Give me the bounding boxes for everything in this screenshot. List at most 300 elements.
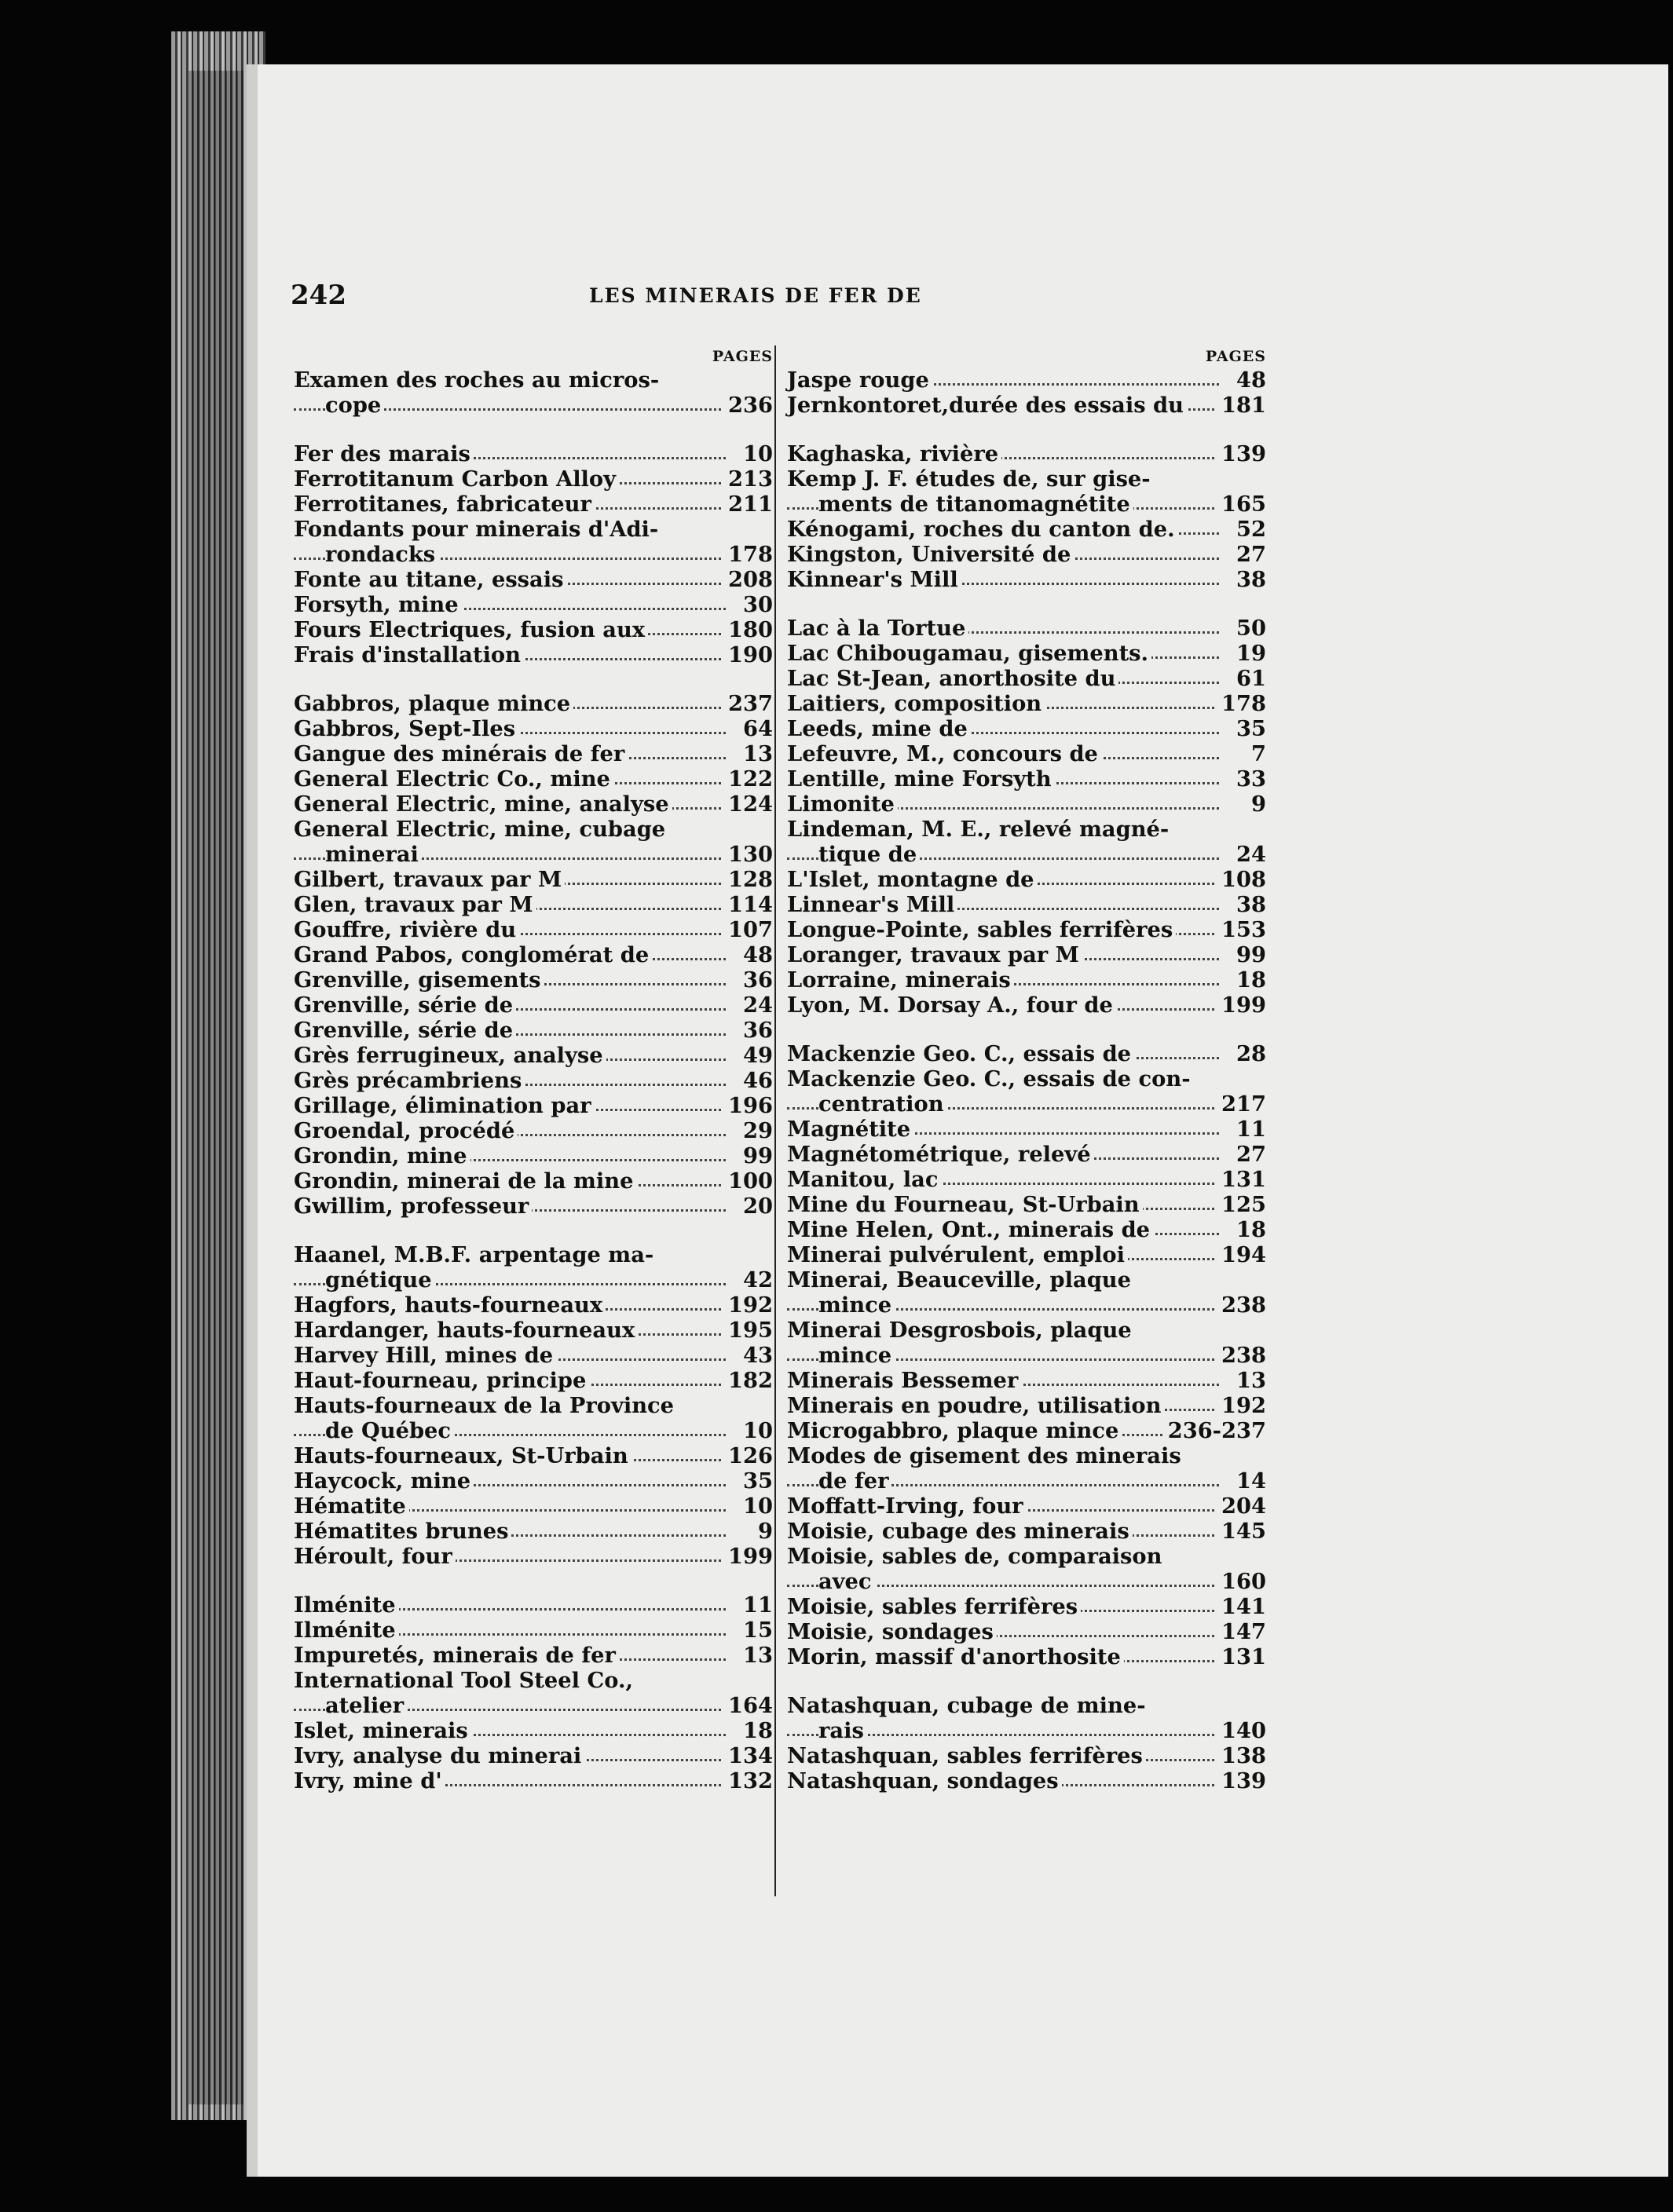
index-entry bbox=[787, 867, 1266, 892]
index-entry bbox=[294, 993, 773, 1018]
entry-page-number: 204 bbox=[1217, 1494, 1266, 1519]
entry-page-number: 238 bbox=[1217, 1292, 1266, 1318]
entry-page-number: 10 bbox=[738, 1494, 773, 1519]
entry-term: General Electric Co., mine bbox=[294, 766, 613, 792]
entry-term: Natashquan, sables ferrifères bbox=[787, 1743, 1146, 1768]
index-entry bbox=[787, 817, 1266, 842]
entry-term: Grenville, gisements bbox=[294, 967, 544, 993]
entry-page-number: 64 bbox=[738, 716, 773, 741]
entry-page-number: 27 bbox=[1232, 542, 1266, 567]
entry-term: mince bbox=[818, 1343, 895, 1368]
entry-page-number: 236-237 bbox=[1163, 1418, 1266, 1443]
index-entry bbox=[787, 1718, 1266, 1743]
entry-term: Gangue des minérais de fer bbox=[294, 741, 628, 766]
entry-term: Moisie, sables de, comparaison bbox=[787, 1544, 1165, 1569]
entry-page-number: 18 bbox=[1232, 1217, 1266, 1242]
index-entry bbox=[294, 1093, 773, 1118]
index-entry bbox=[787, 741, 1266, 766]
entry-page-number: 99 bbox=[1232, 942, 1266, 967]
entry-term: Moisie, sondages bbox=[787, 1619, 997, 1644]
index-entry bbox=[294, 1768, 773, 1793]
entry-page-number: 24 bbox=[738, 993, 773, 1018]
entry-term: Hauts-fourneaux de la Province bbox=[294, 1393, 677, 1418]
index-entry bbox=[787, 1267, 1266, 1292]
index-entry bbox=[787, 1167, 1266, 1192]
entry-page-number: 27 bbox=[1232, 1142, 1266, 1167]
entry-page-number: 52 bbox=[1232, 517, 1266, 542]
index-entry bbox=[787, 492, 1266, 517]
entry-page-number: 108 bbox=[1217, 867, 1266, 892]
entry-term: Hématite bbox=[294, 1494, 409, 1519]
entry-term: Natashquan, cubage de mine- bbox=[787, 1693, 1149, 1718]
entry-term: Glen, travaux par M bbox=[294, 892, 536, 917]
index-entry bbox=[787, 993, 1266, 1018]
index-entry bbox=[787, 666, 1266, 691]
index-entry bbox=[787, 1192, 1266, 1217]
entry-term: Leeds, mine de bbox=[787, 716, 971, 741]
entry-page-number: 128 bbox=[723, 867, 773, 892]
entry-term: Natashquan, sondages bbox=[787, 1768, 1062, 1793]
entry-term: rondacks bbox=[325, 542, 438, 567]
index-entry bbox=[787, 1569, 1266, 1594]
entry-term: Fours Electriques, fusion aux bbox=[294, 617, 648, 642]
entry-page-number: 145 bbox=[1217, 1519, 1266, 1544]
pages-label: PAGES bbox=[712, 348, 773, 365]
index-entry bbox=[294, 517, 773, 542]
entry-page-number: 178 bbox=[1217, 691, 1266, 716]
entry-term: L'Islet, montagne de bbox=[787, 867, 1038, 892]
index-entry bbox=[294, 1468, 773, 1494]
entry-term: Haycock, mine bbox=[294, 1468, 474, 1494]
index-entry bbox=[294, 1168, 773, 1194]
group-spacer bbox=[294, 1219, 773, 1242]
entry-term: Frais d'installation bbox=[294, 642, 524, 667]
index-entry bbox=[787, 942, 1266, 967]
entry-term: Moisie, sables ferrifères bbox=[787, 1594, 1081, 1619]
index-entry bbox=[787, 1644, 1266, 1669]
entry-term: Lindeman, M. E., relevé magné- bbox=[787, 817, 1172, 842]
index-entry bbox=[294, 1643, 773, 1668]
entry-term: rais bbox=[818, 1718, 867, 1743]
group-spacer bbox=[787, 418, 1266, 441]
entry-page-number: 125 bbox=[1217, 1192, 1266, 1217]
index-entry bbox=[294, 1693, 773, 1718]
entry-term: Fonte au titane, essais bbox=[294, 567, 566, 592]
index-entry bbox=[294, 441, 773, 466]
index-entry bbox=[294, 1494, 773, 1519]
index-entry bbox=[294, 367, 773, 393]
index-entry bbox=[787, 892, 1266, 917]
entry-term: Minerais Bessemer bbox=[787, 1368, 1021, 1393]
entry-term: Gouffre, rivière du bbox=[294, 917, 519, 942]
entry-term: Hagfors, hauts-fourneaux bbox=[294, 1292, 606, 1318]
index-entry bbox=[787, 842, 1266, 867]
index-entry bbox=[294, 1519, 773, 1544]
entry-page-number: 29 bbox=[738, 1118, 773, 1143]
entry-term: Modes de gisement des minerais bbox=[787, 1443, 1184, 1468]
entry-page-number: 9 bbox=[1247, 792, 1266, 817]
entry-page-number: 11 bbox=[1232, 1117, 1266, 1142]
entry-page-number: 33 bbox=[1232, 766, 1266, 792]
entry-page-number: 11 bbox=[738, 1592, 773, 1618]
entry-page-number: 13 bbox=[1232, 1368, 1266, 1393]
entry-page-number: 107 bbox=[723, 917, 773, 942]
entry-page-number: 217 bbox=[1217, 1091, 1266, 1117]
index-entry bbox=[294, 466, 773, 492]
index-entry bbox=[294, 1544, 773, 1569]
entry-term: Magnétométrique, relevé bbox=[787, 1142, 1094, 1167]
entry-term: Impuretés, minerais de fer bbox=[294, 1643, 619, 1668]
entry-page-number: 114 bbox=[723, 892, 773, 917]
entry-term: Grenville, série de bbox=[294, 993, 516, 1018]
entry-term: Limonite bbox=[787, 792, 898, 817]
entry-page-number: 138 bbox=[1217, 1743, 1266, 1768]
group-spacer bbox=[294, 667, 773, 691]
index-entry bbox=[294, 817, 773, 842]
entry-term: Grès précambriens bbox=[294, 1068, 525, 1093]
entry-term: Hardanger, hauts-fourneaux bbox=[294, 1318, 638, 1343]
entry-term: Grand Pabos, conglomérat de bbox=[294, 942, 652, 967]
entry-page-number: 9 bbox=[753, 1519, 773, 1544]
index-entry bbox=[787, 1468, 1266, 1494]
entry-page-number: 134 bbox=[723, 1743, 773, 1768]
entry-page-number: 153 bbox=[1217, 917, 1266, 942]
index-entry bbox=[787, 967, 1266, 993]
entry-page-number: 199 bbox=[1217, 993, 1266, 1018]
index-entry bbox=[787, 1142, 1266, 1167]
group-spacer bbox=[787, 1669, 1266, 1693]
index-entry bbox=[294, 542, 773, 567]
entry-page-number: 165 bbox=[1217, 492, 1266, 517]
entry-term: cope bbox=[325, 393, 384, 418]
entry-page-number: 48 bbox=[738, 942, 773, 967]
entry-page-number: 20 bbox=[738, 1194, 773, 1219]
entry-page-number: 38 bbox=[1232, 567, 1266, 592]
page-edges-shadow bbox=[189, 71, 243, 2104]
entry-term: Linnear's Mill bbox=[787, 892, 957, 917]
entry-page-number: 182 bbox=[723, 1368, 773, 1393]
entry-term: tique de bbox=[818, 842, 920, 867]
entry-term: atelier bbox=[325, 1693, 407, 1718]
index-entry bbox=[294, 567, 773, 592]
entry-page-number: 18 bbox=[1232, 967, 1266, 993]
entry-page-number: 147 bbox=[1217, 1619, 1266, 1644]
entry-term: Fer des marais bbox=[294, 441, 474, 466]
index-entry bbox=[787, 766, 1266, 792]
entry-page-number: 15 bbox=[738, 1618, 773, 1643]
index-entry bbox=[294, 1393, 773, 1418]
index-entry bbox=[787, 1041, 1266, 1066]
index-entry bbox=[787, 1217, 1266, 1242]
index-entry bbox=[294, 1368, 773, 1393]
entry-term: Fondants pour minerais d'Adi- bbox=[294, 517, 661, 542]
entry-term: Haut-fourneau, principe bbox=[294, 1368, 589, 1393]
entry-page-number: 50 bbox=[1232, 616, 1266, 641]
index-entry bbox=[787, 1544, 1266, 1569]
index-entry bbox=[787, 1091, 1266, 1117]
entry-term: Ilménite bbox=[294, 1592, 399, 1618]
entry-term: Lentille, mine Forsyth bbox=[787, 766, 1055, 792]
entry-page-number: 30 bbox=[738, 592, 773, 617]
index-entry bbox=[294, 967, 773, 993]
entry-page-number: 122 bbox=[723, 766, 773, 792]
entry-page-number: 7 bbox=[1247, 741, 1266, 766]
entry-page-number: 236 bbox=[723, 393, 773, 418]
entry-term: Mackenzie Geo. C., essais de bbox=[787, 1041, 1134, 1066]
index-entry bbox=[294, 716, 773, 741]
entry-page-number: 126 bbox=[723, 1443, 773, 1468]
index-entry bbox=[294, 1267, 773, 1292]
index-entry bbox=[787, 1693, 1266, 1718]
entry-page-number: 141 bbox=[1217, 1594, 1266, 1619]
entry-term: Ivry, analyse du minerai bbox=[294, 1743, 584, 1768]
entry-term: Loranger, travaux par M bbox=[787, 942, 1082, 967]
index-entry bbox=[294, 1743, 773, 1768]
index-entry bbox=[294, 1068, 773, 1093]
entry-page-number: 13 bbox=[738, 741, 773, 766]
entry-term: minerai bbox=[325, 842, 422, 867]
entry-page-number: 131 bbox=[1217, 1167, 1266, 1192]
group-spacer bbox=[787, 1018, 1266, 1041]
entry-page-number: 42 bbox=[738, 1267, 773, 1292]
entry-term: Harvey Hill, mines de bbox=[294, 1343, 556, 1368]
entry-term: Gilbert, travaux par M bbox=[294, 867, 565, 892]
entry-term: Haanel, M.B.F. arpentage ma- bbox=[294, 1242, 657, 1267]
index-entry bbox=[787, 716, 1266, 741]
running-title: LES MINERAIS DE FER DE bbox=[589, 284, 922, 307]
entry-term: Minerais en poudre, utilisation bbox=[787, 1393, 1164, 1418]
entry-term: Lefeuvre, M., concours de bbox=[787, 741, 1101, 766]
entry-term: Grès ferrugineux, analyse bbox=[294, 1043, 606, 1068]
entry-page-number: 61 bbox=[1232, 666, 1266, 691]
entry-page-number: 194 bbox=[1217, 1242, 1266, 1267]
index-entry bbox=[294, 642, 773, 667]
entry-term: Ilménite bbox=[294, 1618, 399, 1643]
entry-page-number: 46 bbox=[738, 1068, 773, 1093]
index-column-left bbox=[294, 346, 773, 1793]
entry-term: Jaspe rouge bbox=[787, 367, 932, 393]
entry-term: centration bbox=[818, 1091, 947, 1117]
entry-page-number: 99 bbox=[738, 1143, 773, 1168]
entry-term: Gabbros, Sept-Iles bbox=[294, 716, 518, 741]
index-entry bbox=[787, 792, 1266, 817]
entry-page-number: 237 bbox=[723, 691, 773, 716]
entry-term: mince bbox=[818, 1292, 895, 1318]
entry-term: Manitou, lac bbox=[787, 1167, 941, 1192]
pages-label: PAGES bbox=[1205, 348, 1266, 365]
entry-term: Lyon, M. Dorsay A., four de bbox=[787, 993, 1116, 1018]
entry-term: Kaghaska, rivière bbox=[787, 441, 1001, 466]
entry-term: de fer bbox=[818, 1468, 891, 1494]
entry-term: Ferrotitanes, fabricateur bbox=[294, 492, 595, 517]
page-header bbox=[291, 280, 1484, 319]
entry-page-number: 160 bbox=[1217, 1569, 1266, 1594]
index-entry bbox=[787, 1318, 1266, 1343]
entry-page-number: 195 bbox=[723, 1318, 773, 1343]
index-entry bbox=[787, 641, 1266, 666]
entry-term: Héroult, four bbox=[294, 1544, 456, 1569]
entry-term: Minerai Desgrosbois, plaque bbox=[787, 1318, 1135, 1343]
entry-page-number: 43 bbox=[738, 1343, 773, 1368]
entry-page-number: 35 bbox=[1232, 716, 1266, 741]
entry-page-number: 199 bbox=[723, 1544, 773, 1569]
entry-term: Gabbros, plaque mince bbox=[294, 691, 573, 716]
entry-term: Lac St-Jean, anorthosite du bbox=[787, 666, 1118, 691]
index-entry bbox=[294, 1618, 773, 1643]
entry-term: gnétique bbox=[325, 1267, 435, 1292]
group-spacer bbox=[294, 1569, 773, 1592]
entry-page-number: 18 bbox=[738, 1718, 773, 1743]
entry-term: Mine du Fourneau, St-Urbain bbox=[787, 1192, 1143, 1217]
entry-term: Lac Chibougamau, gisements. bbox=[787, 641, 1151, 666]
entry-term: Lac à la Tortue bbox=[787, 616, 968, 641]
index-entry bbox=[787, 1768, 1266, 1793]
index-entry bbox=[787, 441, 1266, 466]
entry-term: avec bbox=[818, 1569, 875, 1594]
entry-term: Jernkontoret,durée des essais du bbox=[787, 393, 1187, 418]
entry-term: Lorraine, minerais bbox=[787, 967, 1014, 993]
index-column-right bbox=[787, 346, 1266, 1793]
entry-page-number: 180 bbox=[723, 617, 773, 642]
entry-page-number: 196 bbox=[723, 1093, 773, 1118]
entry-page-number: 131 bbox=[1217, 1644, 1266, 1669]
index-entry bbox=[294, 1194, 773, 1219]
index-entry bbox=[294, 1118, 773, 1143]
index-entry bbox=[294, 867, 773, 892]
index-entry bbox=[294, 1443, 773, 1468]
entry-page-number: 35 bbox=[738, 1468, 773, 1494]
index-entry bbox=[787, 542, 1266, 567]
entry-page-number: 139 bbox=[1217, 1768, 1266, 1793]
index-entry bbox=[787, 1418, 1266, 1443]
index-entry bbox=[294, 1292, 773, 1318]
entry-term: Examen des roches au micros- bbox=[294, 367, 662, 393]
index-entry bbox=[294, 1242, 773, 1267]
entry-term: Grondin, mine bbox=[294, 1143, 470, 1168]
entry-term: Magnétite bbox=[787, 1117, 913, 1142]
entry-page-number: 124 bbox=[723, 792, 773, 817]
index-entry bbox=[787, 393, 1266, 418]
entry-term: de Québec bbox=[325, 1418, 454, 1443]
entry-term: Gwillim, professeur bbox=[294, 1194, 532, 1219]
index-entry bbox=[294, 766, 773, 792]
group-spacer bbox=[787, 592, 1266, 616]
entry-term: Hauts-fourneaux, St-Urbain bbox=[294, 1443, 631, 1468]
entry-page-number: 139 bbox=[1217, 441, 1266, 466]
entry-term: General Electric, mine, analyse bbox=[294, 792, 672, 817]
index-entry bbox=[787, 917, 1266, 942]
entry-term: Laitiers, composition bbox=[787, 691, 1045, 716]
entry-term: Microgabbro, plaque mince bbox=[787, 1418, 1122, 1443]
index-entry bbox=[787, 1368, 1266, 1393]
index-entry bbox=[294, 1043, 773, 1068]
index-entry bbox=[294, 1592, 773, 1618]
index-entry bbox=[787, 616, 1266, 641]
entry-term: ments de titanomagnétite bbox=[818, 492, 1133, 517]
entry-page-number: 140 bbox=[1217, 1718, 1266, 1743]
entry-page-number: 10 bbox=[738, 441, 773, 466]
index-entry bbox=[294, 592, 773, 617]
entry-term: Groendal, procédé bbox=[294, 1118, 518, 1143]
index-entry bbox=[294, 617, 773, 642]
index-entry bbox=[787, 1066, 1266, 1091]
entry-page-number: 24 bbox=[1232, 842, 1266, 867]
index-entry bbox=[294, 1143, 773, 1168]
index-entry bbox=[787, 1393, 1266, 1418]
entry-page-number: 178 bbox=[723, 542, 773, 567]
entry-term: Morin, massif d'anorthosite bbox=[787, 1644, 1124, 1669]
entry-page-number: 190 bbox=[723, 642, 773, 667]
entry-page-number: 36 bbox=[738, 1018, 773, 1043]
entry-page-number: 49 bbox=[738, 1043, 773, 1068]
entry-term: Forsyth, mine bbox=[294, 592, 462, 617]
entry-page-number: 36 bbox=[738, 967, 773, 993]
entry-term: Ferrotitanum Carbon Alloy bbox=[294, 466, 619, 492]
index-entry bbox=[787, 567, 1266, 592]
entry-term: International Tool Steel Co., bbox=[294, 1668, 636, 1693]
entry-term: Moffatt-Irving, four bbox=[787, 1494, 1027, 1519]
index-entry bbox=[294, 942, 773, 967]
entry-page-number: 38 bbox=[1232, 892, 1266, 917]
index-entry bbox=[787, 367, 1266, 393]
entry-page-number: 100 bbox=[723, 1168, 773, 1194]
entry-page-number: 192 bbox=[723, 1292, 773, 1318]
index-entry bbox=[294, 892, 773, 917]
index-entry bbox=[787, 1343, 1266, 1368]
index-entry bbox=[294, 1343, 773, 1368]
entry-page-number: 130 bbox=[723, 842, 773, 867]
entry-page-number: 213 bbox=[723, 466, 773, 492]
entry-page-number: 238 bbox=[1217, 1343, 1266, 1368]
entry-page-number: 48 bbox=[1232, 367, 1266, 393]
entry-page-number: 192 bbox=[1217, 1393, 1266, 1418]
entry-term: Ivry, mine d' bbox=[294, 1768, 445, 1793]
index-entry bbox=[294, 842, 773, 867]
index-entry bbox=[787, 1117, 1266, 1142]
index-entry bbox=[294, 492, 773, 517]
entry-term: Mackenzie Geo. C., essais de con- bbox=[787, 1066, 1194, 1091]
index-entry bbox=[294, 741, 773, 766]
entry-term: Kingston, Université de bbox=[787, 542, 1074, 567]
index-entry bbox=[787, 1292, 1266, 1318]
index-entry bbox=[787, 1494, 1266, 1519]
entry-term: Moisie, cubage des minerais bbox=[787, 1519, 1133, 1544]
entry-term: Kénogami, roches du canton de. bbox=[787, 517, 1178, 542]
entry-page-number: 208 bbox=[723, 567, 773, 592]
entry-page-number: 181 bbox=[1217, 393, 1266, 418]
index-entry bbox=[787, 1242, 1266, 1267]
page-number: 242 bbox=[291, 280, 346, 311]
column-divider bbox=[774, 346, 776, 1896]
index-entry bbox=[787, 691, 1266, 716]
index-entry bbox=[294, 691, 773, 716]
group-spacer bbox=[294, 418, 773, 441]
entry-term: Minerai, Beauceville, plaque bbox=[787, 1267, 1134, 1292]
entry-term: Grondin, minerai de la mine bbox=[294, 1168, 636, 1194]
index-entry bbox=[294, 1318, 773, 1343]
index-entry bbox=[294, 1018, 773, 1043]
entry-term: Grillage, élimination par bbox=[294, 1093, 595, 1118]
index-entry bbox=[787, 1743, 1266, 1768]
index-entry bbox=[787, 1594, 1266, 1619]
entry-term: Longue-Pointe, sables ferrifères bbox=[787, 917, 1176, 942]
entry-term: Mine Helen, Ont., minerais de bbox=[787, 1217, 1153, 1242]
index-entry bbox=[787, 517, 1266, 542]
index-entry bbox=[294, 1718, 773, 1743]
index-entry bbox=[294, 393, 773, 418]
index-entry bbox=[294, 917, 773, 942]
entry-page-number: 28 bbox=[1232, 1041, 1266, 1066]
